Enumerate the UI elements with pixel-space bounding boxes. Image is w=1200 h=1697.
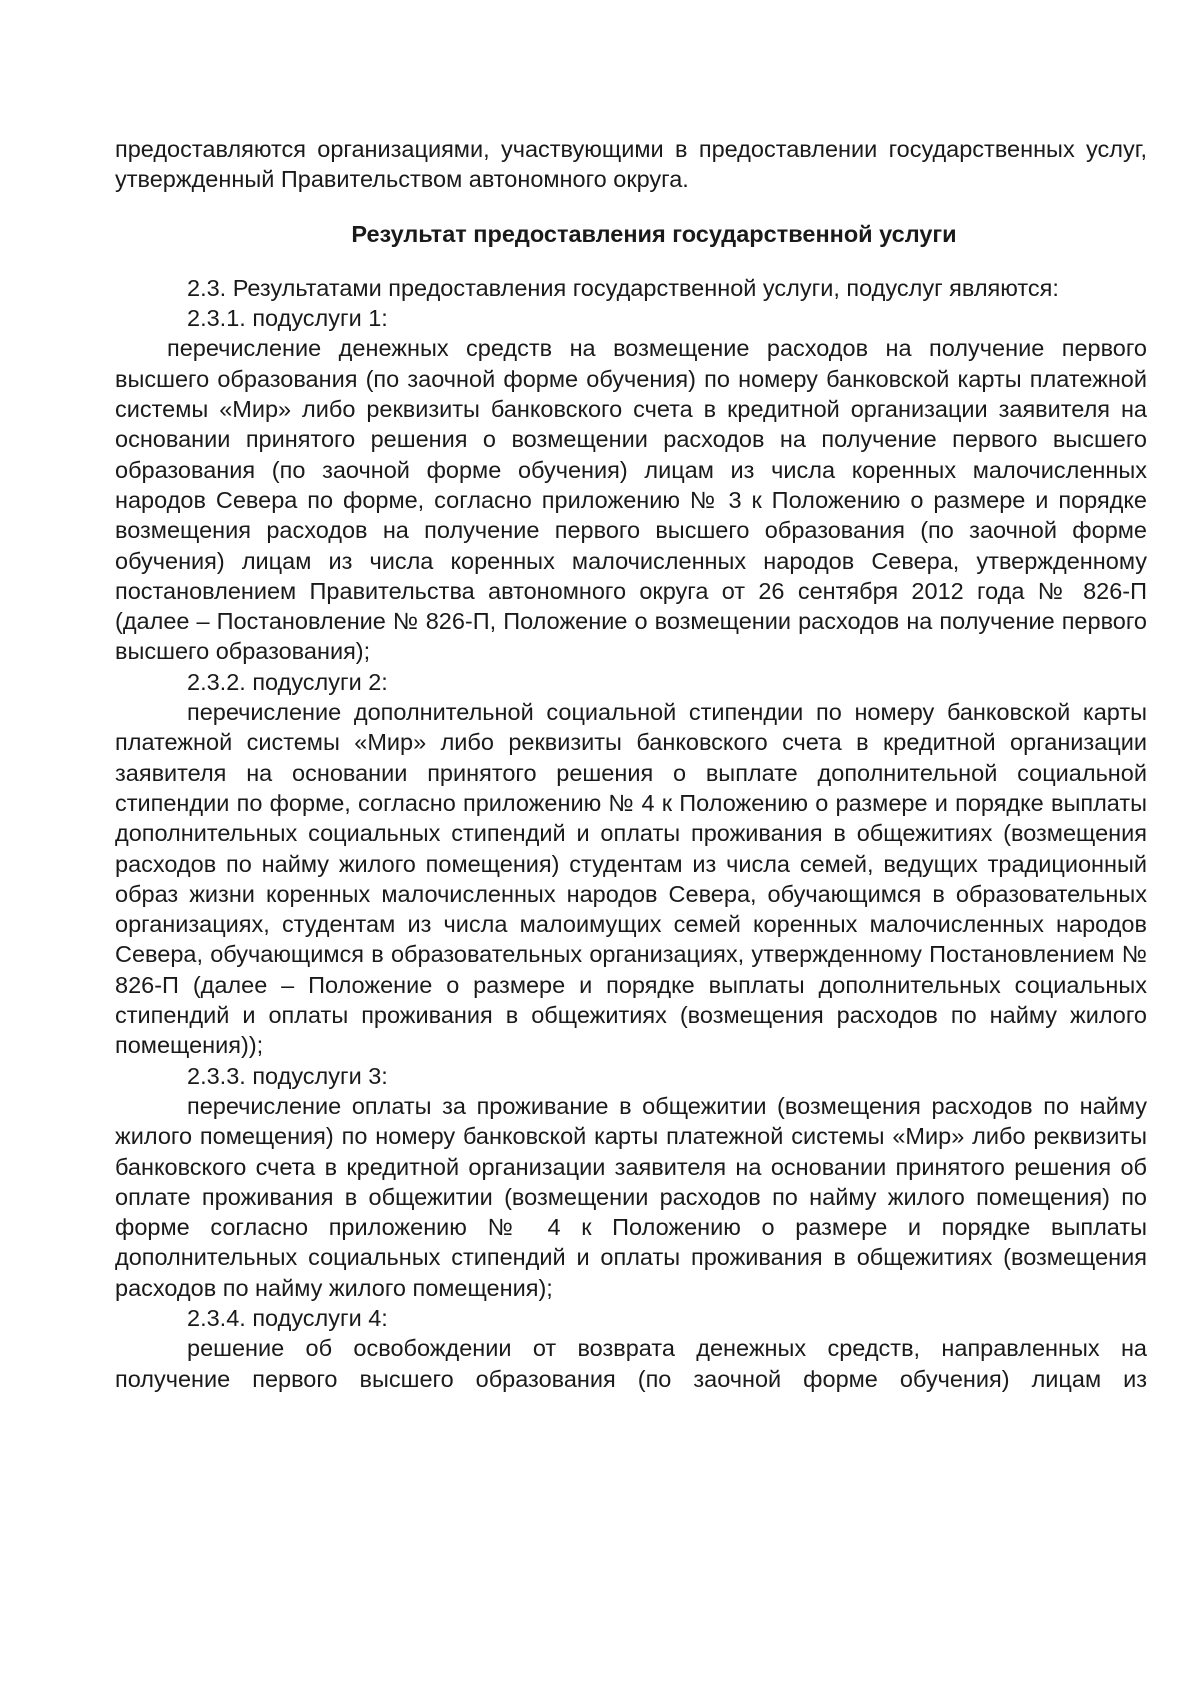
paragraph-2-3-4: решение об освобождении от возврата денежных средств, направленных на получение первого высшего образования (по заочной форме обучения) лицам из	[115, 1335, 1147, 1392]
heading-2-3-4: 2.3.4. подуслуги 4:	[187, 1304, 388, 1331]
heading-2-3-3: 2.3.3. подуслуги 3:	[187, 1062, 388, 1089]
heading-2-3-1: 2.3.1. подуслуги 1:	[187, 305, 388, 332]
paragraph-2-3: 2.3. Результатами предоставления государственной услуги, подуслуг являются:	[187, 274, 1059, 301]
document-body	[115, 134, 1147, 1394]
paragraph-2-3-3: перечисление оплаты за проживание в общежитии (возмещения расходов по найму жилого помещения) по номеру банковской карты платежной системы «Мир» либо реквизиты банковского счета в кредитной организации заявителя на основании принятого решения об оплате проживания в общежитии (возмещении расходов по найму жилого помещения) по форме согласно приложению № 4 к Положению о размере и порядке выплаты дополнительных социальных стипендий и оплаты проживания в общежитиях (возмещения расходов по найму жилого помещения);	[115, 1092, 1147, 1301]
section-title: Результат предоставления государственной услуги	[351, 220, 957, 247]
paragraph-2-3-2: перечисление дополнительной социальной стипендии по номеру банковской карты платежной системы «Мир» либо реквизиты банковского счета в кредитной организации заявителя на основании принятого решения о выплате дополнительной социальной стипендии по форме, согласно приложению № 4 к Положению о размере и порядке выплаты дополнительных социальных стипендий и оплаты проживания в общежитиях (возмещения расходов по найму жилого помещения) студентам из числа семей, ведущих традиционный образ жизни коренных малочисленных народов Севера, обучающимся в образовательных организациях, студентам из числа малоимущих семей коренных малочисленных народов Севера, обучающимся в образовательных организациях, утвержденному Постановлением № 826-П (далее – Положение о размере и порядке выплаты дополнительных социальных стипендий и оплаты проживания в общежитиях (возмещения расходов по найму жилого помещения));	[115, 699, 1147, 1059]
intro-paragraph-tail: предоставляются организациями, участвующими в предоставлении государственных услуг, утвержденный Правительством автономного округа.	[115, 136, 1147, 193]
heading-2-3-2: 2.3.2. подуслуги 2:	[187, 668, 388, 695]
paragraph-2-3-1: перечисление денежных средств на возмещение расходов на получение первого высшего образования (по заочной форме обучения) по номеру банковской карты платежной системы «Мир» либо реквизиты банковского счета в кредитной организации заявителя на основании принятого решения о возмещении расходов на получение первого высшего образования (по заочной форме обучения) лицам из числа коренных малочисленных народов Севера по форме, согласно приложению № 3 к Положению о размере и порядке возмещения расходов на получение первого высшего образования (по заочной форме обучения) лицам из числа коренных малочисленных народов Севера, утвержденному постановлением Правительства автономного округа от 26 сентября 2012 года № 826-П (далее – Постановление № 826-П, Положение о возмещении расходов на получение первого высшего образования);	[115, 335, 1147, 665]
